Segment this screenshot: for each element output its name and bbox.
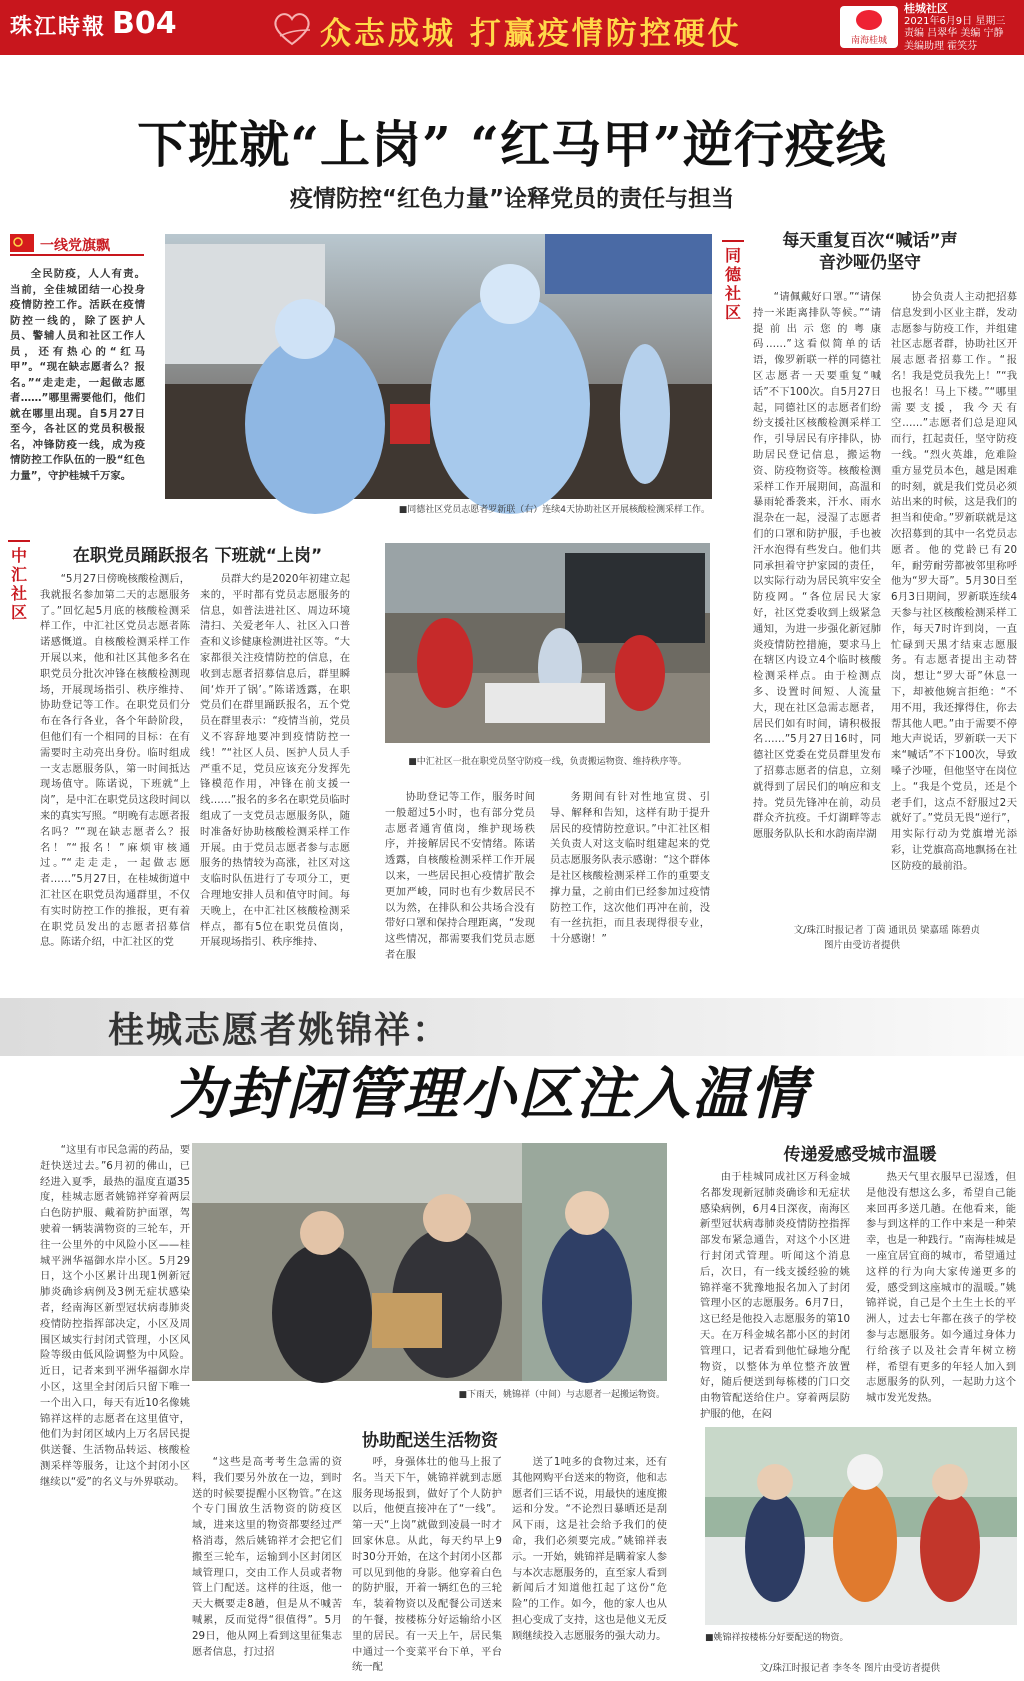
- party-flag-tag: [10, 234, 144, 256]
- column-name: 桂城社区: [904, 2, 948, 15]
- article1-sub1-col1: “5月27日傍晚核酸检测后，我就报名参加第二天的志愿服务了。”回忆起5月底的核酸检测采样工作，中汇社区党员志愿者陈诺感慨道。自核酸检测采样工作开展以来，他和社区其他多名在职党员分批次冲锋在核酸检测现场，开展现场指引、秩序维持、协助登记等工作。在职党员们分布在各行各业，各个年龄阶段，但他们有一个相同的目标：在有需要时主动亮出身份。临时组成一支志愿服务队，第一时间抵达现场值守。陈诺说，下班就“上岗”，是中汇在职党员这段时间以来的真实写照。“明晚有志愿者报名吗？”“现在缺志愿者么？报名！”“报名！”麻烦审核通过。”“走走走，一起做志愿者……”5月27日，在桂城街道中汇社区在职党员沟通群里，不仅有实时防控工作的推报，更有着在职党员发出的志愿者招募信息。陈诺介绍，中汇社区的党: [40, 573, 190, 949]
- article1-sub1-col3: 协助登记等工作，服务时间一般超过5小时，也有部分党员志愿者通宵值岗，维护现场秩序，并接解居民不安情绪。陈诺透露，自核酸检测采样工作开展以来，一些居民担心疫情扩散会更加严峻，同时也有少数居民不以为然，在排队和公共场合没有带好口罩和保持合理距离，“发现这些情况，都需要我们党员志愿者在服: [385, 791, 535, 961]
- column-badge: [840, 6, 898, 48]
- article1-sub1-col4: 务期间有针对性地宣贯、引导、解释和告知，这样有助于提升居民的疫情防控意识。”中汇社区相关负责人对这支临时组建起来的党员志愿服务队表示感谢：“这个群体是社区核酸检测采样工作的重要支撑力量，之前由们已经参加过疫情防控工作，这次他们再冲在前，没有一丝抗拒，而且表现得很专业，十分感谢！”: [550, 791, 710, 946]
- photo-1-image: [165, 234, 712, 499]
- photo-4-image: [705, 1427, 1017, 1625]
- article2-sub-title: 协助配送生活物资: [362, 1431, 498, 1451]
- article1-credit: 文/珠江时报记者 丁茵 通讯员 梁嘉瑶 陈碧贞: [793, 925, 980, 936]
- column-logo-icon: [856, 10, 882, 30]
- article1-right-col1: “请佩戴好口罩。”“请保持一米距离排队等候。”“请提前出示您的粤康码……”这看似简单的话语，像罗新联一样的同德社区志愿者一天要重复“喊话”不下100次。自5月27日起，同德社区的志愿者们纷纷支援社区核酸检测采样工作，引导居民有序排队，协助居民登记信息，搬运物资、防疫物资等。核酸检测采样工作开展期间，高温和暴雨轮番袭来，汗水、雨水混杂在一起，浸湿了志愿者们的口罩和防护服，手也被汗水泡得有些发白。他们共同承担着守护家园的责任，以实际行动为居民筑牢安全防疫网。“各位居民大家好，社区党委收到上级紧急通知，为进一步强化新冠肺炎疫情防控措施，要求马上在辖区内设立4个临时核酸检测采样点。由于检测点多、设置时间短、人流量大，现在社区急需志愿者，居民们如有时间，请积极报名……”5月27日16时，同德社区党委在党员群里发布了招募志愿者的信息，立刻就得到了居民们的响应和支持。党员先锋冲在前，动员群众齐抗疫。千灯湖畔等志愿服务队队长和水韵南岸湖: [753, 291, 881, 841]
- column-logo-text: 南海桂城: [850, 36, 887, 46]
- heart-icon: [270, 6, 314, 50]
- article1-sub1-title: 在职党员踊跃报名 下班就“上岗”: [72, 546, 323, 566]
- photo-nucleic-test-tongde: [165, 234, 712, 499]
- photo-3-image: [192, 1143, 667, 1381]
- issue-date: 2021年6月9日 星期三: [904, 15, 1006, 27]
- article2-mid-col1: “这些是高考考生急需的资料，我们要另外放在一边，到时送的时候要提醒小区物管。”在这个专门围放生活物资的防疫区域，进来这里的物资都要经过严格消毒，然后姚锦祥才会把它们搬至三轮车，运输到小区封闭区域管理口，交由工作人员或者物管上门配送。这样的往返，他一天大概要走8趟，但是从不喊苦喊累，反而觉得“很值得”。5月29日，他从网上看到这里征集志愿者信息，打过招: [192, 1456, 342, 1658]
- article2-credit: 文/珠江时报记者 李冬冬 图片由受访者提供: [759, 1663, 940, 1674]
- article2-right-col1: 由于桂城同成社区万科金城名都发现新冠肺炎确诊和无症状感染病例，6月4日深夜，南海区新型冠状病毒肺炎疫情防控指挥部发布紧急通告，对这个小区进行封闭式管理。听闻这个消息后，次日，有一线支援经验的姚锦祥毫不犹豫地报名加入了封闭管理小区的志愿服务。6月7日，这已经是他投入志愿服务的第10天。在万科金城名都小区的封闭管理口，记者看到他忙碌地分配物资，以整体为单位整齐放置好，随后便送到每栋楼的门口交由物管配送给住户。穿着两层防护服的他，在闷: [700, 1171, 850, 1420]
- vertical-tag-zhonghui: 中汇社区: [8, 540, 30, 622]
- article1-credit-photo: 图片由受访者提供: [823, 940, 900, 951]
- article2-mid-col2: 呼，身强体壮的他马上报了名。当天下午，姚锦祥就到志愿服务现场报到，做好了个人防护以后，他便直接冲在了“一线”。第一天“上岗”就做到凌晨一时才回家休息。从此，每天约早上9时30分开始，在这个封闭小区都可以见到他的身影。他穿着白色的防护服，开着一辆红色的三轮车，装着物资以及配餐公司送来的午餐，按楼栋分好运输给小区里的居民。有一天上午，居民集中通过一个变菜平台下单，平台统一配: [352, 1456, 502, 1674]
- article1-subheadline: 疫情防控“红色力量”诠释党员的责任与担当: [289, 186, 735, 212]
- article1-headline: 下班就“上岗” “红马甲”逆行疫线: [137, 115, 887, 174]
- photo2-caption: ■中汇社区一批在职党员坚守防疫一线，负责搬运物资、维持秩序等。: [408, 757, 687, 767]
- article2-headline-main: 为封闭管理小区注入温情: [170, 1062, 808, 1127]
- page-header: [0, 0, 1024, 55]
- article2-mid-col3: 送了1吨多的食物过来，还有其他网购平台送来的物资，他和志愿者们三话不说，用最快的速度搬运和分发。“不论烈日暴晒还是刮风下雨，这是社会给予我们的使命，我们必须要完成。”姚锦祥表示。一开始，姚锦祥是瞒着家人参与本次志愿服务的，直至家人看到新闻后才知道他扛起了这份“危险”的工作。如今，他的家人也从担心变成了支持，这也是他义无反顾继续投入志愿服务的强大动力。: [512, 1456, 667, 1642]
- vertical-tag-tongde: 同德社区: [722, 240, 744, 322]
- editor-line-2: 美编助理 霍笑芬: [904, 40, 978, 52]
- banner-title: 众志成城 打赢疫情防控硬仗: [320, 16, 742, 52]
- article2-right-col2: 热天气里衣服早已湿透，但是他没有想这么多，希望自己能来回再多送几趟。在他看来，能参与到这样的工作中来是一种荣幸，也是一种践行。“南海桂城是一座宜居宜商的城市，希望通过这样的行为向大家传递更多的爱，感受到这座城市的温暖。”姚锦祥说，自己是个土生土长的平洲人，过去七年都在孩子的学校参与志愿服务。如今通过身体力行给孩子以及社会青年树立榜样，希望有更多的年轻人加入到志愿服务的队列，一起助力这个城市发光发热。: [866, 1171, 1016, 1405]
- article1-right-title: 每天重复百次“喊话”声音沙哑仍坚守: [782, 231, 958, 273]
- party-flag-label: 一线党旗飘: [40, 238, 110, 254]
- editor-line-1: 责编 吕翠华 美编 宁静: [904, 28, 1004, 39]
- newspaper-logo: 珠江時報: [10, 14, 107, 40]
- article1-sub1-col2: 员群大约是2020年初建立起来的，平时都有党员志愿服务的信息，如普法进社区、周边环境清扫、关爱老年人、社区入口普查和义诊健康检测进社区等。“大家都很关注疫情防控的信息，在收到志愿者招募信息后，群里瞬间‘炸开了锅’。”陈诺透露，在职党员们在群里踊跃报名，五个党员在群里表示：“疫情当前，党员义不容辞地要冲到疫情防控一线！”“社区人员、医护人员人手严重不足，党员应该充分发挥先锋模范作用，冲锋在前支援一线……”报名的多名在职党员临时组成了一支党员志愿服务队，随时准备好协助核酸检测采样工作开展。由于党员志愿者参与志愿服务的热情较为高涨，社区对这支临时队伍进行了专项分工，更合理地安排人员和值守时间。每天晚上，在中汇社区核酸检测采样点，都有5位在职党员值岗，开展现场指引、秩序维持、: [200, 573, 350, 949]
- photo-2-image: [385, 543, 710, 743]
- page-number: B04: [112, 6, 177, 41]
- article2-headline-top: 桂城志愿者姚锦祥：: [108, 1010, 451, 1051]
- photo-sorting-supplies: [705, 1427, 1017, 1625]
- photo4-caption: ■姚锦祥按楼栋分好要配送的物资。: [705, 1633, 849, 1643]
- photo-zhonghui-volunteers: [385, 543, 710, 743]
- article1-right-col2: 协会负责人主动把招募信息发到小区业主群，发动志愿参与防疫工作，并组建社区志愿者群，协助社区开展志愿者招募工作。“报名！我是党员我先上！”“我也报名！马上下楼。”“哪里需要支援，我今天有空……”志愿者们总是迎风而行，扛起责任，坚守防疫一线。“烈火英雄，危难险重方显党员本色，越是困难的时刻，就是我们党员必须站出来的时候，这是我们的担当和使命。”罗新联就是这次招募到的其中一名党员志愿者。他的党龄已有20年，耐劳耐劳都被邻里称呼他为“罗大哥”。5月30日至6月3日期间，罗新联连续4天参与社区核酸检测采样工作，每天7时许到岗，一直忙碌到天黑才结束志愿服务。有志愿者提出主动替岗，想让“罗大哥”休息一下，却被他婉言拒绝：“不用不用，我还撑得住，你去帮其他人吧。”由于需要不停地大声说话，罗新联一天下来“喊话”不下100次，导致嗓子沙哑，但他坚守在岗位上。“我是个党员，还是个老手们，这点不舒服过2天就好了。”党员无畏“逆行”，用实际行动为党旗增光添彩，让党旗高高地飘扬在社区防疫的最前沿。: [891, 291, 1017, 872]
- photo-carrying-supplies: [192, 1143, 667, 1381]
- article2-left-col: “这里有市民急需的药品，要赶快送过去。”6月初的佛山，已经进入夏季，最热的温度直逼35度，桂城志愿者姚锦祥穿着两层白色防护服、戴着防护面罩，驾驶着一辆装满物资的三轮车，开往一公里外的中风险小区——桂城平洲华福御水岸小区。5月29日，这个小区累计出现1例新冠肺炎确诊病例及3例无症状感染者，经南海区新型冠状病毒肺炎疫情防控指挥部决定，小区及周围区域实行封闭式管理，小区风险等级由低风险调整为中风险。近日，记者来到平洲华福御水岸小区，这里全封闭后只留下唯一一个出入口，每天有近10名像姚锦祥这样的志愿者在这里值守，他们为封闭区域内上万名居民提供送餐、生活物品转运、核酸检测采样等服务，让这个封闭小区继续以“爱”的名义与外界联动。: [40, 1144, 190, 1488]
- party-flag-icon: [10, 234, 34, 252]
- article2-right-title: 传递爱感受城市温暖: [783, 1145, 937, 1165]
- photo3-caption: ■下雨天，姚锦祥（中间）与志愿者一起搬运物资。: [458, 1390, 665, 1400]
- issue-meta: [904, 3, 1022, 53]
- article1-intro: 全民防疫，人人有责。当前，全佳城团结一心投身疫情防控工作。活跃在疫情防控一线的，除了医护人员、警辅人员和社区工作人员，还有热心的“红马甲”。“现在缺志愿者么？报名。”“走走走，一起做志愿者……”哪里需要他们，他们就在哪里出现。自5月27日至今，各社区的党员积极报名，冲锋防疫一线，成为疫情防控工作队伍的一股“红色力量”，守护桂城千万家。: [10, 268, 145, 482]
- photo1-caption: ■同德社区党员志愿者罗新联（右）连续4天协助社区开展核酸检测采样工作。: [398, 505, 710, 515]
